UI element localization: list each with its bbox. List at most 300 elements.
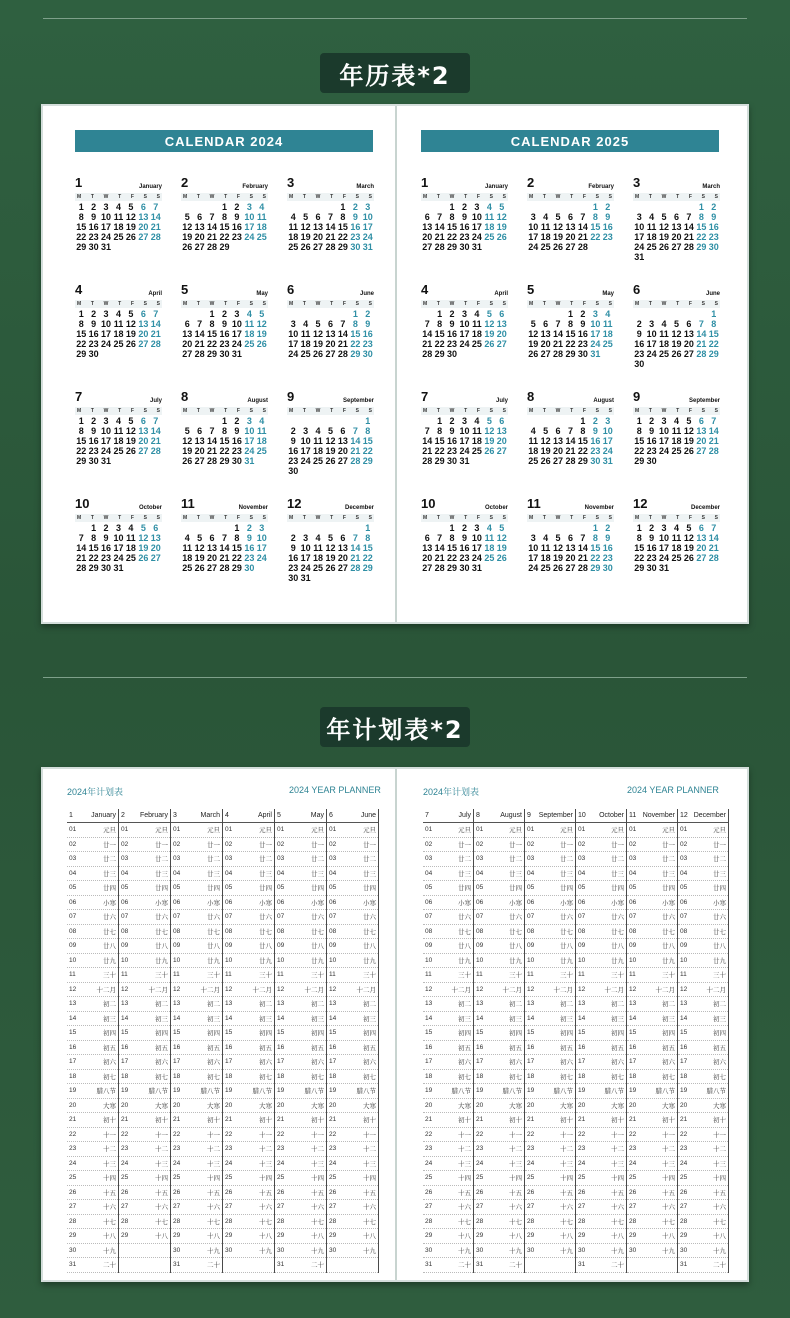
planner-day-row[interactable] <box>627 852 677 867</box>
planner-day-row[interactable] <box>327 852 378 867</box>
planner-day-row[interactable] <box>525 1186 575 1201</box>
planner-day-row[interactable] <box>223 881 274 896</box>
planner-day-row[interactable] <box>525 939 575 954</box>
planner-day-row[interactable] <box>327 1055 378 1070</box>
planner-day-row[interactable] <box>67 954 118 969</box>
planner-day-row[interactable] <box>275 852 326 867</box>
planner-day-row[interactable] <box>223 968 274 983</box>
planner-day-row[interactable] <box>171 1128 222 1143</box>
planner-day-row[interactable] <box>525 1113 575 1128</box>
planner-day-row[interactable] <box>576 852 626 867</box>
planner-day-row[interactable] <box>678 1055 728 1070</box>
planner-day-row[interactable] <box>423 867 473 882</box>
planner-day-row[interactable] <box>275 867 326 882</box>
planner-day-row[interactable] <box>171 852 222 867</box>
planner-day-row[interactable] <box>327 997 378 1012</box>
planner-day-row[interactable] <box>67 838 118 853</box>
planner-day-row[interactable] <box>678 838 728 853</box>
planner-day-row[interactable] <box>67 1229 118 1244</box>
planner-day-row[interactable] <box>67 823 118 838</box>
planner-day-row[interactable] <box>171 1244 222 1259</box>
planner-day-row[interactable] <box>119 1026 170 1041</box>
planner-day-row[interactable] <box>171 1026 222 1041</box>
planner-day-row[interactable] <box>223 867 274 882</box>
planner-day-row[interactable] <box>171 910 222 925</box>
planner-day-row[interactable] <box>223 983 274 998</box>
planner-day-row[interactable] <box>678 1099 728 1114</box>
planner-day-row[interactable] <box>525 881 575 896</box>
planner-day-row[interactable] <box>327 968 378 983</box>
planner-day-row[interactable] <box>576 1244 626 1259</box>
planner-day-row[interactable] <box>275 881 326 896</box>
planner-day-row[interactable] <box>327 823 378 838</box>
planner-day-row[interactable] <box>67 1157 118 1172</box>
planner-day-row[interactable] <box>678 1012 728 1027</box>
planner-day-row[interactable] <box>678 881 728 896</box>
planner-day-row[interactable] <box>627 1113 677 1128</box>
planner-day-row[interactable] <box>327 925 378 940</box>
planner-day-row[interactable] <box>119 852 170 867</box>
planner-day-row[interactable] <box>678 852 728 867</box>
planner-day-row[interactable] <box>474 1200 524 1215</box>
planner-day-row[interactable] <box>627 1084 677 1099</box>
planner-day-row[interactable] <box>223 1026 274 1041</box>
planner-day-row[interactable] <box>423 997 473 1012</box>
planner-day-row[interactable] <box>678 925 728 940</box>
planner-day-row[interactable] <box>67 1186 118 1201</box>
planner-day-row[interactable] <box>678 954 728 969</box>
planner-day-row[interactable] <box>576 968 626 983</box>
planner-day-row[interactable] <box>678 910 728 925</box>
planner-day-row[interactable] <box>275 1186 326 1201</box>
planner-day-row[interactable] <box>223 1244 274 1259</box>
planner-day-row[interactable] <box>423 1244 473 1259</box>
planner-day-row[interactable] <box>576 1113 626 1128</box>
planner-day-row[interactable] <box>67 983 118 998</box>
planner-day-row[interactable] <box>627 954 677 969</box>
planner-day-row[interactable] <box>525 1026 575 1041</box>
planner-day-row[interactable] <box>275 1099 326 1114</box>
planner-day-row[interactable] <box>223 1070 274 1085</box>
planner-day-row[interactable] <box>275 1215 326 1230</box>
planner-day-row[interactable] <box>627 1171 677 1186</box>
planner-day-row[interactable] <box>67 896 118 911</box>
planner-day-row[interactable] <box>525 1215 575 1230</box>
planner-day-row[interactable] <box>474 881 524 896</box>
planner-day-row[interactable] <box>627 1128 677 1143</box>
planner-day-row[interactable] <box>474 1026 524 1041</box>
planner-day-row[interactable] <box>67 1142 118 1157</box>
planner-day-row[interactable] <box>423 954 473 969</box>
planner-day-row[interactable] <box>327 1200 378 1215</box>
planner-day-row[interactable] <box>67 1099 118 1114</box>
planner-day-row[interactable] <box>275 823 326 838</box>
planner-day-row[interactable] <box>119 1142 170 1157</box>
planner-day-row[interactable] <box>327 1186 378 1201</box>
planner-day-row[interactable] <box>627 838 677 853</box>
planner-day-row[interactable] <box>423 1055 473 1070</box>
planner-day-row[interactable] <box>678 1142 728 1157</box>
planner-day-row[interactable] <box>525 838 575 853</box>
planner-day-row[interactable] <box>576 1012 626 1027</box>
planner-day-row[interactable] <box>474 1099 524 1114</box>
planner-day-row[interactable] <box>627 1099 677 1114</box>
planner-day-row[interactable] <box>423 1142 473 1157</box>
planner-day-row[interactable] <box>678 1215 728 1230</box>
planner-day-row[interactable] <box>423 1099 473 1114</box>
planner-day-row[interactable] <box>627 1026 677 1041</box>
planner-day-row[interactable] <box>67 939 118 954</box>
planner-day-row[interactable] <box>423 1113 473 1128</box>
planner-day-row[interactable] <box>119 1258 170 1273</box>
planner-day-row[interactable] <box>474 1070 524 1085</box>
planner-day-row[interactable] <box>171 1258 222 1273</box>
planner-day-row[interactable] <box>576 867 626 882</box>
planner-day-row[interactable] <box>223 1171 274 1186</box>
planner-day-row[interactable] <box>67 1026 118 1041</box>
planner-day-row[interactable] <box>678 1026 728 1041</box>
planner-day-row[interactable] <box>474 1113 524 1128</box>
planner-day-row[interactable] <box>525 1157 575 1172</box>
planner-day-row[interactable] <box>576 939 626 954</box>
planner-day-row[interactable] <box>327 1041 378 1056</box>
planner-day-row[interactable] <box>119 896 170 911</box>
planner-day-row[interactable] <box>327 939 378 954</box>
planner-day-row[interactable] <box>119 881 170 896</box>
planner-day-row[interactable] <box>423 1012 473 1027</box>
planner-day-row[interactable] <box>67 968 118 983</box>
planner-day-row[interactable] <box>678 896 728 911</box>
planner-day-row[interactable] <box>275 925 326 940</box>
planner-day-row[interactable] <box>525 1070 575 1085</box>
planner-day-row[interactable] <box>678 939 728 954</box>
planner-day-row[interactable] <box>171 1171 222 1186</box>
planner-day-row[interactable] <box>627 1142 677 1157</box>
planner-day-row[interactable] <box>525 1229 575 1244</box>
planner-day-row[interactable] <box>67 925 118 940</box>
planner-day-row[interactable] <box>627 896 677 911</box>
planner-day-row[interactable] <box>474 1215 524 1230</box>
planner-day-row[interactable] <box>627 1157 677 1172</box>
planner-day-row[interactable] <box>275 1113 326 1128</box>
planner-day-row[interactable] <box>171 867 222 882</box>
planner-day-row[interactable] <box>627 1258 677 1273</box>
planner-day-row[interactable] <box>576 1258 626 1273</box>
planner-day-row[interactable] <box>576 1157 626 1172</box>
planner-day-row[interactable] <box>119 954 170 969</box>
planner-day-row[interactable] <box>627 1244 677 1259</box>
planner-day-row[interactable] <box>423 1229 473 1244</box>
planner-day-row[interactable] <box>627 1055 677 1070</box>
planner-day-row[interactable] <box>119 823 170 838</box>
planner-day-row[interactable] <box>525 968 575 983</box>
planner-day-row[interactable] <box>171 881 222 896</box>
planner-day-row[interactable] <box>327 881 378 896</box>
planner-day-row[interactable] <box>275 1142 326 1157</box>
planner-day-row[interactable] <box>171 896 222 911</box>
planner-day-row[interactable] <box>119 838 170 853</box>
planner-day-row[interactable] <box>678 1070 728 1085</box>
planner-day-row[interactable] <box>67 1041 118 1056</box>
planner-day-row[interactable] <box>474 968 524 983</box>
planner-day-row[interactable] <box>474 1244 524 1259</box>
planner-day-row[interactable] <box>474 1041 524 1056</box>
planner-day-row[interactable] <box>171 1099 222 1114</box>
planner-day-row[interactable] <box>67 1200 118 1215</box>
planner-day-row[interactable] <box>627 1229 677 1244</box>
planner-day-row[interactable] <box>525 823 575 838</box>
planner-day-row[interactable] <box>423 1070 473 1085</box>
planner-day-row[interactable] <box>678 1084 728 1099</box>
planner-day-row[interactable] <box>525 1200 575 1215</box>
planner-day-row[interactable] <box>67 1012 118 1027</box>
planner-day-row[interactable] <box>678 1200 728 1215</box>
planner-day-row[interactable] <box>627 997 677 1012</box>
planner-day-row[interactable] <box>423 1157 473 1172</box>
planner-day-row[interactable] <box>119 1099 170 1114</box>
planner-day-row[interactable] <box>525 1128 575 1143</box>
planner-day-row[interactable] <box>423 823 473 838</box>
planner-day-row[interactable] <box>474 852 524 867</box>
planner-day-row[interactable] <box>627 910 677 925</box>
planner-day-row[interactable] <box>67 997 118 1012</box>
planner-day-row[interactable] <box>678 1041 728 1056</box>
planner-day-row[interactable] <box>275 983 326 998</box>
planner-day-row[interactable] <box>119 1229 170 1244</box>
planner-day-row[interactable] <box>474 896 524 911</box>
planner-day-row[interactable] <box>275 1012 326 1027</box>
planner-day-row[interactable] <box>474 925 524 940</box>
planner-day-row[interactable] <box>223 1142 274 1157</box>
planner-day-row[interactable] <box>525 852 575 867</box>
planner-day-row[interactable] <box>67 1244 118 1259</box>
planner-day-row[interactable] <box>275 1200 326 1215</box>
planner-day-row[interactable] <box>576 1099 626 1114</box>
planner-day-row[interactable] <box>525 1099 575 1114</box>
planner-day-row[interactable] <box>525 1041 575 1056</box>
planner-day-row[interactable] <box>525 896 575 911</box>
planner-day-row[interactable] <box>119 1041 170 1056</box>
planner-day-row[interactable] <box>67 1070 118 1085</box>
planner-day-row[interactable] <box>627 867 677 882</box>
planner-day-row[interactable] <box>423 939 473 954</box>
planner-day-row[interactable] <box>223 997 274 1012</box>
planner-day-row[interactable] <box>576 823 626 838</box>
planner-day-row[interactable] <box>119 939 170 954</box>
planner-day-row[interactable] <box>576 1200 626 1215</box>
planner-day-row[interactable] <box>119 1200 170 1215</box>
planner-day-row[interactable] <box>223 1041 274 1056</box>
planner-day-row[interactable] <box>119 983 170 998</box>
planner-day-row[interactable] <box>327 983 378 998</box>
planner-day-row[interactable] <box>171 838 222 853</box>
planner-day-row[interactable] <box>171 1012 222 1027</box>
planner-day-row[interactable] <box>119 1171 170 1186</box>
planner-day-row[interactable] <box>275 1055 326 1070</box>
planner-day-row[interactable] <box>627 1041 677 1056</box>
planner-day-row[interactable] <box>275 1171 326 1186</box>
planner-day-row[interactable] <box>275 1244 326 1259</box>
planner-day-row[interactable] <box>223 954 274 969</box>
planner-day-row[interactable] <box>171 1055 222 1070</box>
planner-day-row[interactable] <box>423 925 473 940</box>
planner-day-row[interactable] <box>223 1084 274 1099</box>
planner-day-row[interactable] <box>67 1113 118 1128</box>
planner-day-row[interactable] <box>119 1244 170 1259</box>
planner-day-row[interactable] <box>525 1258 575 1273</box>
planner-day-row[interactable] <box>223 896 274 911</box>
planner-day-row[interactable] <box>678 823 728 838</box>
planner-day-row[interactable] <box>525 910 575 925</box>
planner-day-row[interactable] <box>474 954 524 969</box>
planner-day-row[interactable] <box>171 983 222 998</box>
planner-day-row[interactable] <box>327 1171 378 1186</box>
planner-day-row[interactable] <box>171 1215 222 1230</box>
planner-day-row[interactable] <box>627 1012 677 1027</box>
planner-day-row[interactable] <box>423 852 473 867</box>
planner-day-row[interactable] <box>223 1113 274 1128</box>
planner-day-row[interactable] <box>67 1171 118 1186</box>
planner-day-row[interactable] <box>223 1200 274 1215</box>
planner-day-row[interactable] <box>223 1012 274 1027</box>
planner-day-row[interactable] <box>525 1012 575 1027</box>
planner-day-row[interactable] <box>576 1142 626 1157</box>
planner-day-row[interactable] <box>275 896 326 911</box>
planner-day-row[interactable] <box>474 1157 524 1172</box>
planner-day-row[interactable] <box>67 867 118 882</box>
planner-day-row[interactable] <box>223 1099 274 1114</box>
planner-day-row[interactable] <box>223 1157 274 1172</box>
planner-day-row[interactable] <box>275 910 326 925</box>
planner-day-row[interactable] <box>327 1157 378 1172</box>
planner-day-row[interactable] <box>275 1041 326 1056</box>
planner-day-row[interactable] <box>171 925 222 940</box>
planner-day-row[interactable] <box>275 997 326 1012</box>
planner-day-row[interactable] <box>327 838 378 853</box>
planner-day-row[interactable] <box>423 1128 473 1143</box>
planner-day-row[interactable] <box>171 1157 222 1172</box>
planner-day-row[interactable] <box>275 939 326 954</box>
planner-day-row[interactable] <box>474 983 524 998</box>
planner-day-row[interactable] <box>423 1200 473 1215</box>
planner-day-row[interactable] <box>275 1026 326 1041</box>
planner-day-row[interactable] <box>171 1186 222 1201</box>
planner-day-row[interactable] <box>576 1171 626 1186</box>
planner-day-row[interactable] <box>627 925 677 940</box>
planner-day-row[interactable] <box>525 1142 575 1157</box>
planner-day-row[interactable] <box>423 983 473 998</box>
planner-day-row[interactable] <box>423 881 473 896</box>
planner-day-row[interactable] <box>275 838 326 853</box>
planner-day-row[interactable] <box>223 1215 274 1230</box>
planner-day-row[interactable] <box>119 1084 170 1099</box>
planner-day-row[interactable] <box>525 983 575 998</box>
planner-day-row[interactable] <box>627 968 677 983</box>
planner-day-row[interactable] <box>223 1128 274 1143</box>
planner-day-row[interactable] <box>678 1244 728 1259</box>
planner-day-row[interactable] <box>474 1012 524 1027</box>
planner-day-row[interactable] <box>119 867 170 882</box>
planner-day-row[interactable] <box>119 925 170 940</box>
planner-day-row[interactable] <box>171 1113 222 1128</box>
planner-day-row[interactable] <box>67 881 118 896</box>
planner-day-row[interactable] <box>223 1055 274 1070</box>
planner-day-row[interactable] <box>327 867 378 882</box>
planner-day-row[interactable] <box>119 997 170 1012</box>
planner-day-row[interactable] <box>275 968 326 983</box>
planner-day-row[interactable] <box>223 823 274 838</box>
planner-day-row[interactable] <box>119 1113 170 1128</box>
planner-day-row[interactable] <box>67 1258 118 1273</box>
planner-day-row[interactable] <box>327 1084 378 1099</box>
planner-day-row[interactable] <box>423 968 473 983</box>
planner-day-row[interactable] <box>525 997 575 1012</box>
planner-day-row[interactable] <box>171 1041 222 1056</box>
planner-day-row[interactable] <box>525 1084 575 1099</box>
planner-day-row[interactable] <box>474 1128 524 1143</box>
planner-day-row[interactable] <box>576 910 626 925</box>
planner-day-row[interactable] <box>627 983 677 998</box>
planner-day-row[interactable] <box>474 939 524 954</box>
planner-day-row[interactable] <box>678 968 728 983</box>
planner-day-row[interactable] <box>576 954 626 969</box>
planner-day-row[interactable] <box>474 867 524 882</box>
planner-day-row[interactable] <box>327 1070 378 1085</box>
planner-day-row[interactable] <box>327 1142 378 1157</box>
planner-day-row[interactable] <box>576 1215 626 1230</box>
planner-day-row[interactable] <box>223 1229 274 1244</box>
planner-day-row[interactable] <box>171 954 222 969</box>
planner-day-row[interactable] <box>423 1258 473 1273</box>
planner-day-row[interactable] <box>474 1229 524 1244</box>
planner-day-row[interactable] <box>576 983 626 998</box>
planner-day-row[interactable] <box>327 954 378 969</box>
planner-day-row[interactable] <box>223 925 274 940</box>
planner-day-row[interactable] <box>627 1186 677 1201</box>
planner-day-row[interactable] <box>525 954 575 969</box>
planner-day-row[interactable] <box>223 910 274 925</box>
planner-day-row[interactable] <box>223 838 274 853</box>
planner-day-row[interactable] <box>171 1084 222 1099</box>
planner-day-row[interactable] <box>627 881 677 896</box>
planner-day-row[interactable] <box>275 1070 326 1085</box>
planner-day-row[interactable] <box>474 1258 524 1273</box>
planner-day-row[interactable] <box>119 1128 170 1143</box>
planner-day-row[interactable] <box>223 939 274 954</box>
planner-day-row[interactable] <box>171 997 222 1012</box>
planner-day-row[interactable] <box>627 1200 677 1215</box>
planner-day-row[interactable] <box>67 1055 118 1070</box>
planner-day-row[interactable] <box>327 1099 378 1114</box>
planner-day-row[interactable] <box>275 954 326 969</box>
planner-day-row[interactable] <box>474 910 524 925</box>
planner-day-row[interactable] <box>327 1128 378 1143</box>
planner-day-row[interactable] <box>119 1186 170 1201</box>
planner-day-row[interactable] <box>678 1171 728 1186</box>
planner-day-row[interactable] <box>119 1215 170 1230</box>
planner-day-row[interactable] <box>576 896 626 911</box>
planner-day-row[interactable] <box>576 1041 626 1056</box>
planner-day-row[interactable] <box>474 997 524 1012</box>
planner-day-row[interactable] <box>678 1258 728 1273</box>
planner-day-row[interactable] <box>223 852 274 867</box>
planner-day-row[interactable] <box>423 1041 473 1056</box>
planner-day-row[interactable] <box>525 925 575 940</box>
planner-day-row[interactable] <box>423 1171 473 1186</box>
planner-day-row[interactable] <box>327 896 378 911</box>
planner-day-row[interactable] <box>327 1258 378 1273</box>
planner-day-row[interactable] <box>67 910 118 925</box>
